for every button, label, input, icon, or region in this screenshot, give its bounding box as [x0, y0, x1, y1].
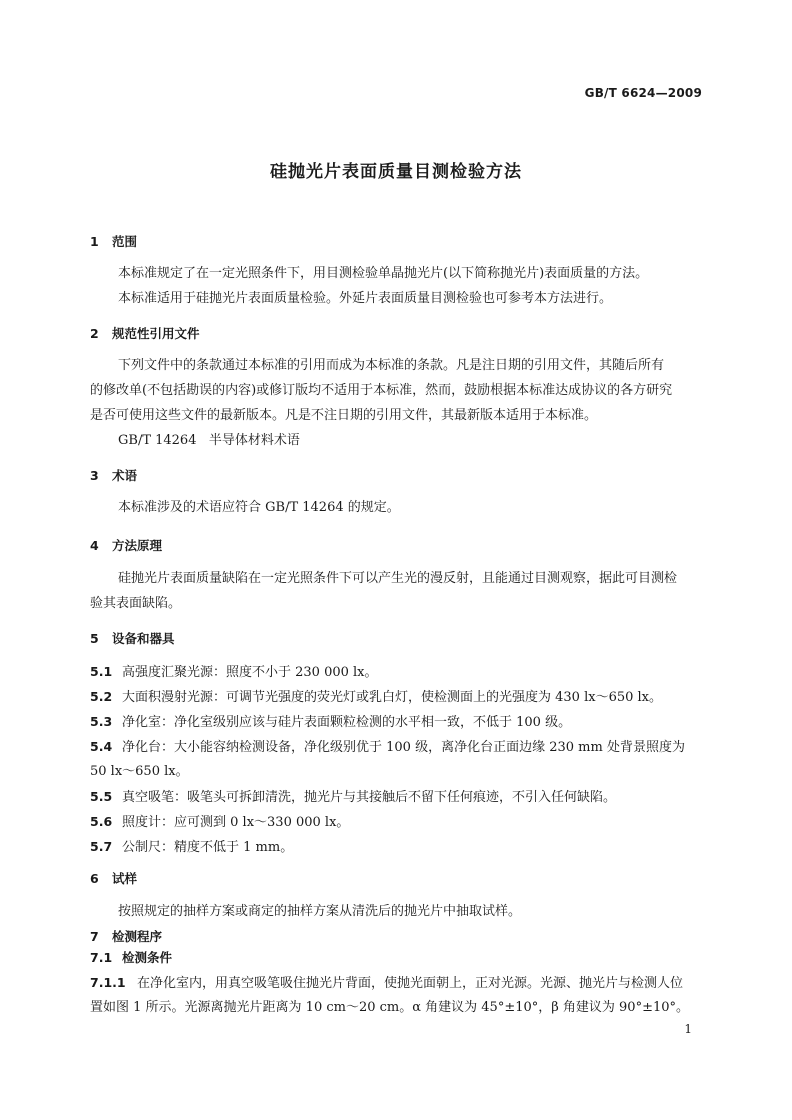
- section-heading-principle: [90, 537, 710, 555]
- clause-text: 净化室：净化室级别应该与硅片表面颗粒检测的水平相一致，不低于 100 级。: [122, 715, 572, 730]
- section-title: 设备和器具: [112, 631, 175, 646]
- section-heading-apparatus: [90, 630, 710, 648]
- section-number: 2: [90, 326, 99, 341]
- paragraph: 本标准规定了在一定光照条件下，用目测检验单晶抛光片(以下简称抛光片)表面质量的方法。: [118, 266, 649, 281]
- section-title: 术语: [112, 468, 138, 483]
- paragraph-line: 下列文件中的条款通过本标准的引用而成为本标准的条款。凡是注日期的引用文件，其随后所有: [118, 358, 665, 373]
- section-number: 7: [90, 929, 99, 944]
- section-title: 范围: [112, 234, 138, 249]
- section-title: 规范性引用文件: [112, 326, 200, 341]
- clause-5-1: [90, 663, 710, 682]
- subsection-heading-test-conditions: [90, 949, 710, 967]
- clause-text: 大面积漫射光源：可调节光强度的荧光灯或乳白灯，使检测面上的光强度为 430 lx～650 lx。: [122, 690, 663, 705]
- paragraph: 本标准涉及的术语应符合 GB/T 14264 的规定。: [118, 500, 400, 515]
- section-number: 6: [90, 871, 99, 886]
- section-heading-normative-references: [90, 325, 710, 343]
- section-number: 1: [90, 234, 99, 249]
- clause-continuation: 50 lx～650 lx。: [90, 764, 189, 779]
- clause-7-1-1: [90, 974, 710, 993]
- clause-5-4: [90, 738, 710, 757]
- clause-5-3: [90, 713, 710, 732]
- clause-text: 高强度汇聚光源：照度不小于 230 000 lx。: [122, 665, 378, 680]
- clause-number: 5.2: [90, 689, 113, 704]
- reference-item: GB/T 14264 半导体材料术语: [118, 433, 300, 448]
- clause-number: 5.4: [90, 739, 113, 754]
- subsection-title: 检测条件: [122, 950, 173, 965]
- clause-text: 净化台：大小能容纳检测设备，净化级别优于 100 级，离净化台正面边缘 230 mm 处背景照度为: [122, 740, 685, 755]
- clause-number: 5.6: [90, 814, 113, 829]
- standard-code: GB/T 6624—2009: [584, 86, 702, 100]
- paragraph-line: 硅抛光片表面质量缺陷在一定光照条件下可以产生光的漫反射，且能通过目测观察，据此可目测检: [118, 571, 678, 586]
- document-title: 硅抛光片表面质量目测检验方法: [270, 162, 522, 182]
- paragraph: 本标准适用于硅抛光片表面质量检验。外延片表面质量目测检验也可参考本方法进行。: [118, 291, 613, 306]
- clause-text: 在净化室内，用真空吸笔吸住抛光片背面，使抛光面朝上，正对光源。光源、抛光片与检测人位: [137, 976, 684, 991]
- paragraph-line: 验其表面缺陷。: [90, 596, 182, 611]
- page-number: 1: [684, 1022, 692, 1036]
- section-number: 5: [90, 631, 99, 646]
- paragraph: 按照规定的抽样方案或商定的抽样方案从清洗后的抛光片中抽取试样。: [118, 904, 522, 919]
- section-title: 检测程序: [112, 929, 163, 944]
- section-title: 试样: [112, 871, 138, 886]
- section-heading-scope: [90, 233, 710, 251]
- section-heading-terms: [90, 467, 710, 485]
- clause-5-7: [90, 838, 710, 857]
- paragraph-line: 是否可使用这些文件的最新版本。凡是不注日期的引用文件，其最新版本适用于本标准。: [90, 408, 598, 423]
- paragraph-line: 的修改单(不包括勘误的内容)或修订版均不适用于本标准，然而，鼓励根据本标准达成协议的各方研究: [90, 383, 673, 398]
- subsection-number: 7.1: [90, 950, 113, 965]
- section-number: 4: [90, 538, 99, 553]
- clause-number: 5.1: [90, 664, 113, 679]
- section-heading-procedure: [90, 928, 710, 946]
- clause-number: 5.3: [90, 714, 113, 729]
- clause-text: 照度计：应可测到 0 lx～330 000 lx。: [122, 815, 350, 830]
- clause-text: 真空吸笔：吸笔头可拆卸清洗，抛光片与其接触后不留下任何痕迹，不引入任何缺陷。: [122, 790, 617, 805]
- clause-number: 7.1.1: [90, 975, 126, 990]
- clause-5-2: [90, 688, 710, 707]
- clause-5-6: [90, 813, 710, 832]
- clause-continuation: 置如图 1 所示。光源离抛光片距离为 10 cm～20 cm。α 角建议为 45°±10°，β 角建议为 90°±10°。: [90, 1000, 690, 1015]
- clause-text: 公制尺：精度不低于 1 mm。: [122, 840, 294, 855]
- clause-number: 5.5: [90, 789, 113, 804]
- section-heading-specimen: [90, 870, 710, 888]
- clause-number: 5.7: [90, 839, 113, 854]
- section-title: 方法原理: [112, 538, 163, 553]
- section-number: 3: [90, 468, 99, 483]
- clause-5-5: [90, 788, 710, 807]
